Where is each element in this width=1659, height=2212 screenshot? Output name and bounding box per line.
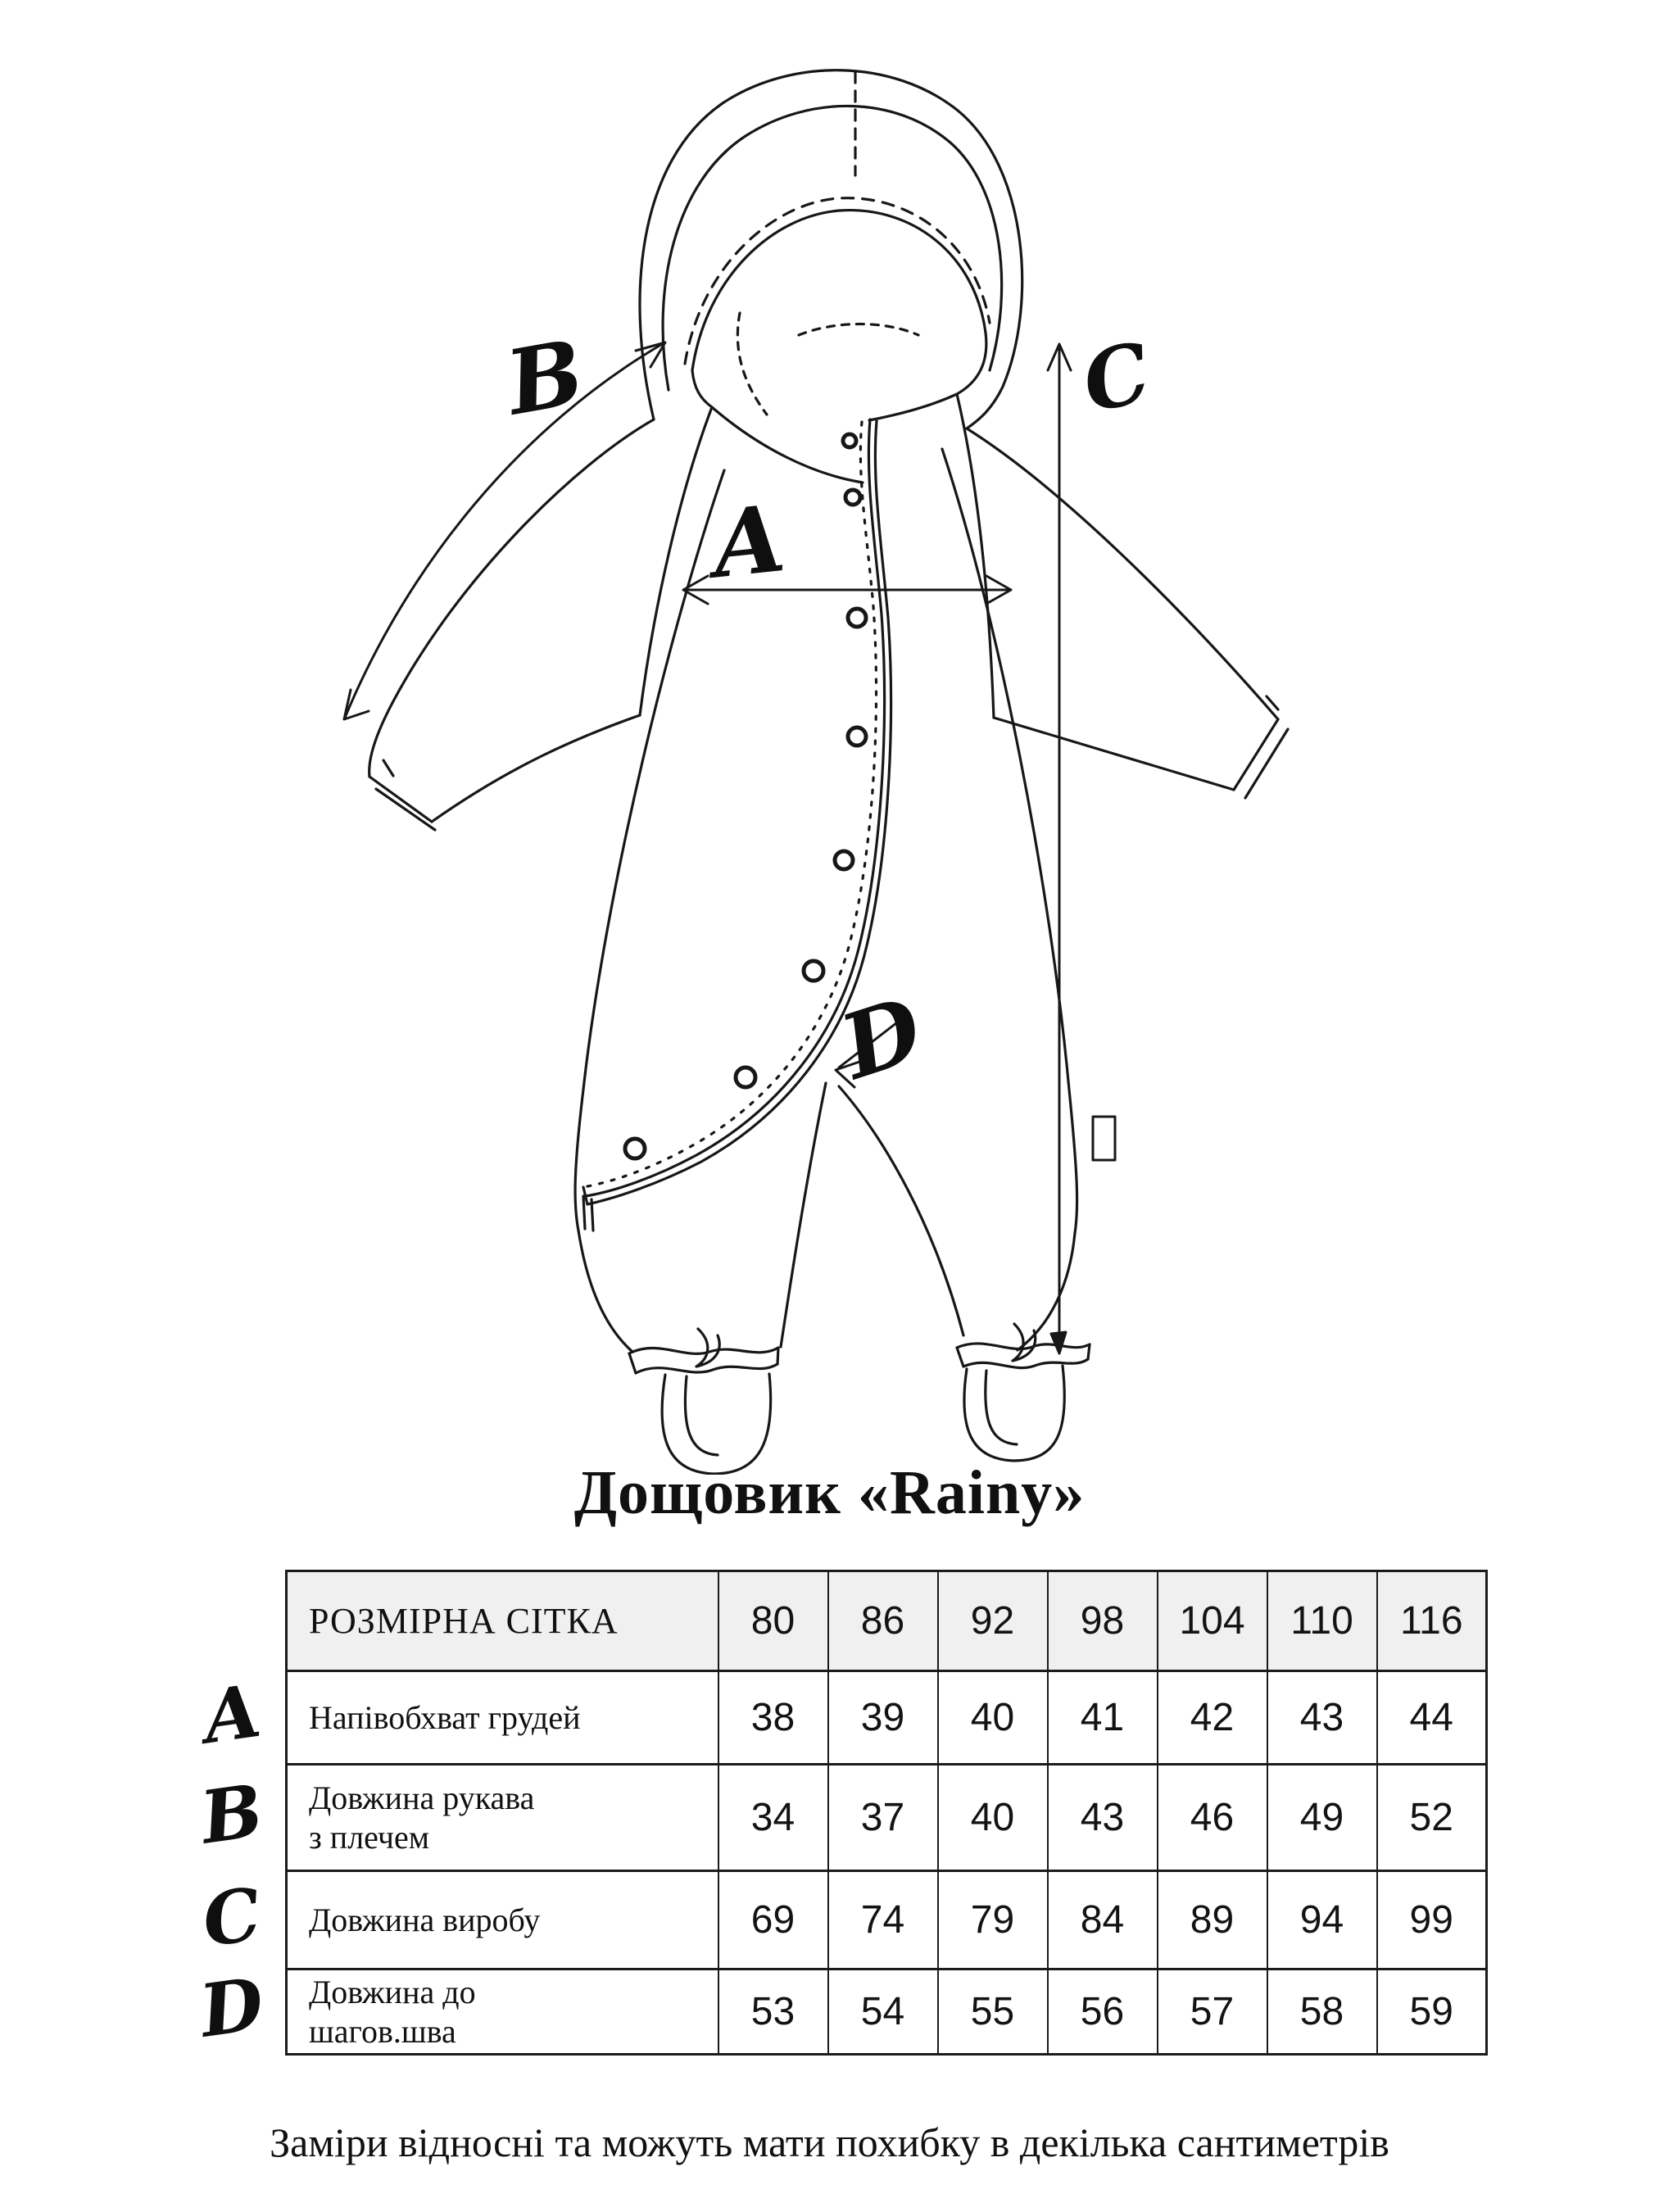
size-header-cell: 86 — [828, 1571, 938, 1671]
measure-value: 53 — [718, 1969, 828, 2055]
measure-row-b — [287, 1765, 1487, 1871]
size-header-cell: 116 — [1377, 1571, 1487, 1671]
letter-b: B — [499, 320, 592, 436]
measure-value: 56 — [1048, 1969, 1158, 2055]
measure-value: 49 — [1267, 1765, 1377, 1871]
measure-value: 41 — [1048, 1671, 1158, 1765]
measure-value: 42 — [1158, 1671, 1267, 1765]
measure-value: 34 — [718, 1765, 828, 1871]
measure-value: 74 — [828, 1871, 938, 1969]
measure-row-c — [287, 1871, 1487, 1969]
letter-d: D — [829, 977, 935, 1100]
legs-outline — [578, 1083, 1090, 1474]
size-header-cell: 80 — [718, 1571, 828, 1671]
measure-value: 69 — [718, 1871, 828, 1969]
measure-value: 44 — [1377, 1671, 1487, 1765]
size-grid-title: РОЗМІРНА СІТКА — [287, 1571, 718, 1671]
size-header-cell: 110 — [1267, 1571, 1377, 1671]
sleeves-outline — [369, 394, 1288, 830]
row-letter-a: A — [197, 1667, 266, 1761]
size-table — [285, 1570, 1488, 2056]
hood-outline — [640, 70, 1022, 483]
measure-value: 89 — [1158, 1871, 1267, 1969]
measure-row-d — [287, 1969, 1487, 2055]
measure-arrow-b — [344, 342, 665, 719]
measure-value: 57 — [1158, 1969, 1267, 2055]
measure-value: 39 — [828, 1671, 938, 1765]
size-table-wrap — [285, 1570, 1488, 2056]
measure-value: 94 — [1267, 1871, 1377, 1969]
measure-arrow-c — [1048, 344, 1071, 1353]
measure-value: 54 — [828, 1969, 938, 2055]
measure-value: 79 — [938, 1871, 1048, 1969]
measure-value: 84 — [1048, 1871, 1158, 1969]
page-title: Дощовик «Rainy» — [573, 1458, 1086, 1527]
measure-value: 52 — [1377, 1765, 1487, 1871]
size-header-row — [287, 1571, 1487, 1671]
measure-label: Довжина до шагов.шва — [287, 1969, 718, 2055]
measure-label: Довжина виробу — [287, 1871, 718, 1969]
measure-value: 55 — [938, 1969, 1048, 2055]
size-header-cell: 92 — [938, 1571, 1048, 1671]
size-table-body — [287, 1671, 1487, 2055]
row-letter-d: D — [194, 1960, 270, 2054]
measure-label: Напівобхват грудей — [287, 1671, 718, 1765]
measure-value: 40 — [938, 1671, 1048, 1765]
measure-label: Довжина рукава з плечем — [287, 1765, 718, 1871]
size-header-cell: 98 — [1048, 1571, 1158, 1671]
measure-row-a — [287, 1671, 1487, 1765]
letter-a: A — [707, 485, 791, 600]
letter-c: C — [1074, 323, 1158, 432]
side-tag — [1093, 1117, 1115, 1160]
body-outline — [575, 449, 1115, 1233]
measure-value: 43 — [1267, 1671, 1377, 1765]
measure-value: 59 — [1377, 1969, 1487, 2055]
measure-value: 38 — [718, 1671, 828, 1765]
measure-value: 37 — [828, 1765, 938, 1871]
row-letter-c: C — [197, 1870, 266, 1964]
measure-value: 46 — [1158, 1765, 1267, 1871]
measure-value: 58 — [1267, 1969, 1377, 2055]
measure-value: 99 — [1377, 1871, 1487, 1969]
disclaimer-caption: Заміри відносні та можуть мати похибку в декілька сантиметрів — [270, 2119, 1389, 2165]
measure-value: 40 — [938, 1765, 1048, 1871]
measure-value: 43 — [1048, 1765, 1158, 1871]
row-letter-b: B — [195, 1767, 269, 1861]
size-header-cell: 104 — [1158, 1571, 1267, 1671]
